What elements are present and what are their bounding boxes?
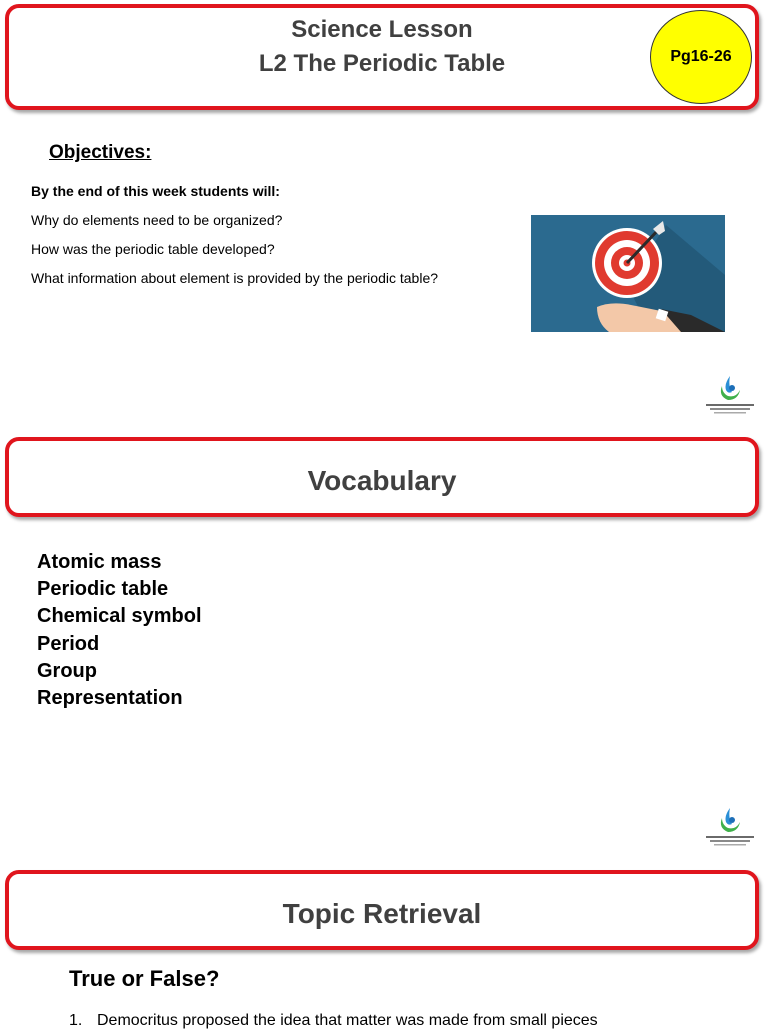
- true-false-heading: True or False?: [69, 966, 220, 991]
- objectives-intro: By the end of this week students will:: [31, 183, 280, 199]
- objective-question: What information about element is provided by the periodic table?: [31, 270, 439, 286]
- vocabulary-term: Periodic table: [37, 578, 169, 601]
- vocabulary-term: Representation: [37, 687, 183, 710]
- objective-question: Why do elements need to be organized?: [31, 212, 283, 228]
- vocabulary-term: Group: [37, 659, 97, 682]
- school-logo: [702, 374, 758, 418]
- statement-text: Democritus proposed the idea that matter was made from small pieces: [97, 1012, 598, 1029]
- statement-number: 1.: [69, 1012, 83, 1029]
- lesson-subject: Science Lesson: [291, 16, 473, 43]
- lesson-title: L2 The Periodic Table: [258, 50, 506, 77]
- objective-question: How was the periodic table developed?: [31, 241, 275, 257]
- objectives-heading: Objectives:: [49, 142, 152, 163]
- topic-retrieval-banner: [5, 870, 759, 950]
- true-false-statement: [69, 1012, 598, 1030]
- page-range-badge: Pg16-26: [650, 10, 752, 104]
- vocabulary-banner: [5, 437, 759, 517]
- vocabulary-term: Atomic mass: [37, 551, 162, 573]
- vocabulary-term: Period: [37, 632, 100, 655]
- school-logo: [702, 806, 758, 850]
- vocabulary-heading: Vocabulary: [307, 465, 457, 496]
- vocabulary-term: Chemical symbol: [37, 605, 202, 628]
- target-arrow-image: [531, 215, 725, 332]
- lesson-title-banner: [5, 4, 759, 110]
- vocabulary-list: [37, 549, 202, 712]
- topic-retrieval-heading: Topic Retrieval: [282, 898, 482, 929]
